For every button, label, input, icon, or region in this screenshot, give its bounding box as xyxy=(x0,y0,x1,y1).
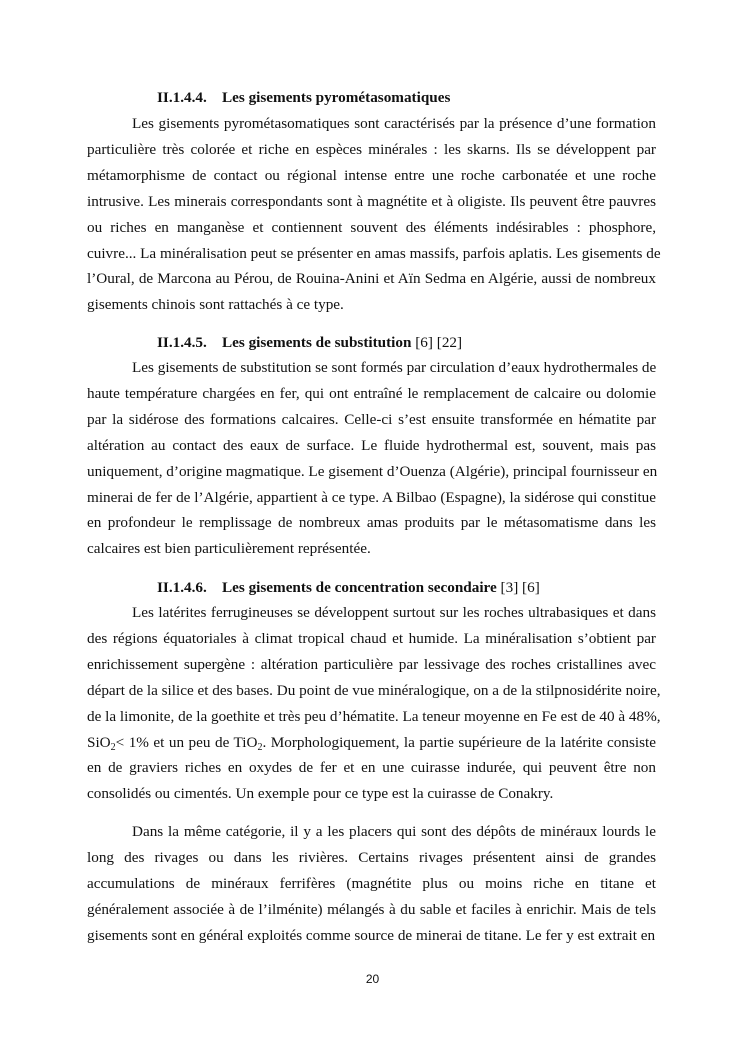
text-segment: SiO xyxy=(87,733,111,751)
page-number: 20 xyxy=(365,972,380,986)
text-line: de la limonite, de la goethite et très peu d’hématite. La teneur moyenne en Fe est de 40 à 48%, xyxy=(87,707,661,725)
text-line: gisements sont en général exploités comme source de minerai de titane. Le fer y est extrait en xyxy=(87,926,656,944)
section-number: II.1.4.4. xyxy=(157,89,207,106)
subscript: 2 xyxy=(257,741,263,753)
section-number: II.1.4.6. xyxy=(157,579,207,596)
text-line: calcaires est bien particulièrement représentée. xyxy=(87,540,371,558)
section-title: Les gisements de concentration secondaire xyxy=(222,579,497,596)
text-line: gisements chinois sont rattachés à ce type. xyxy=(87,296,344,314)
text-line xyxy=(87,733,656,753)
text-line: uniquement, d’origine magmatique. Le gisement d’Ouenza (Algérie), principal fournisseur en xyxy=(87,462,658,480)
text-line: long des rivages ou dans les rivières. Certains rivages présentent ainsi de grandes xyxy=(87,848,656,866)
text-line: Les gisements de substitution se sont formés par circulation d’eaux hydrothermales de xyxy=(132,359,657,376)
section-heading xyxy=(157,333,462,353)
section-title: Les gisements de substitution xyxy=(222,334,412,351)
text-line: minerai de fer de l’Algérie, appartient à ce type. A Bilbao (Espagne), la sidérose qui constitue xyxy=(87,488,656,506)
text-line: des régions équatoriales à climat tropical chaud et humide. La minéralisation s’obtient par xyxy=(87,629,656,647)
text-line: par la sidérose des formations calcaires. Celle-ci s’est ensuite transformée en hématite par xyxy=(87,410,656,428)
section-title: Les gisements pyrométasomatiques xyxy=(222,89,451,106)
text-line: Dans la même catégorie, il y a les placers qui sont des dépôts de minéraux lourds le xyxy=(132,823,656,840)
text-line: Les gisements pyrométasomatiques sont caractérisés par la présence d’une formation xyxy=(132,115,656,132)
section-number: II.1.4.5. xyxy=(157,334,207,351)
text-line: ou riches en manganèse et contiennent souvent des éléments indésirables : phosphore, xyxy=(87,218,656,236)
text-line: départ de la silice et des bases. Du point de vue minéralogique, on a de la stilpnosidérite noire, xyxy=(87,681,661,699)
subscript: 2 xyxy=(110,741,116,753)
text-line: consolidés ou cimentés. Un exemple pour ce type est la cuirasse de Conakry. xyxy=(87,785,554,803)
text-line: en de graviers riches en oxydes de fer et en une cuirasse indurée, qui peuvent être non xyxy=(87,759,656,777)
text-line: l’Oural, de Marcona au Pérou, de Rouina-Anini et Aïn Sedma en Algérie, aussi de nombreux xyxy=(87,270,656,288)
text-line: Les latérites ferrugineuses se développent surtout sur les roches ultrabasiques et dans xyxy=(132,604,656,621)
text-line: particulière très colorée et riche en espèces minérales : les skarns. Ils se développent par xyxy=(87,140,656,158)
text-line: altération au contact des eaux de surface. Le fluide hydrothermal est, souvent, mais pas xyxy=(87,436,656,454)
text-segment: < 1% et un peu de TiO xyxy=(115,733,258,751)
section-heading xyxy=(157,88,450,108)
text-line: haute température chargées en fer, qui ont entraîné le remplacement de calcaire ou dolomie xyxy=(87,384,656,402)
text-line: métamorphisme de contact ou régional intense entre une roche carbonatée et une roche xyxy=(87,166,656,184)
text-line: cuivre... La minéralisation peut se présenter en amas massifs, parfois aplatis. Les gisements de xyxy=(87,244,661,262)
text-line: enrichissement supergène : altération particulière par lessivage des roches cristallines avec xyxy=(87,655,656,673)
section-references: [3] [6] xyxy=(500,579,540,596)
text-line: accumulations de minéraux ferrifères (magnétite plus ou moins riche en titane et xyxy=(87,874,656,892)
text-line: généralement associée à de l’ilménite) mélangés à du sable et faciles à enrichir. Mais de tels xyxy=(87,900,656,918)
section-heading xyxy=(157,578,540,598)
text-line: en profondeur le remplissage de nombreux amas produits par le métasomatisme dans les xyxy=(87,514,656,532)
text-segment: . Morphologiquement, la partie supérieure de la latérite consiste xyxy=(262,733,656,751)
section-references: [6] [22] xyxy=(415,334,463,351)
text-line: intrusive. Les minerais correspondants sont à magnétite et à oligiste. Ils peuvent être pauvres xyxy=(87,192,656,210)
